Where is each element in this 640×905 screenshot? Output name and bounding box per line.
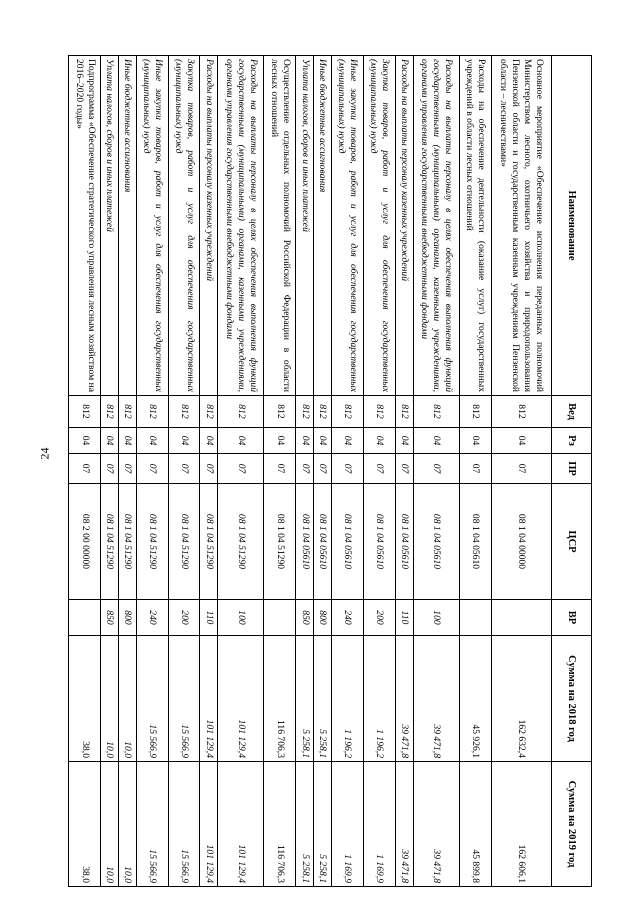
cell-sum-2018: 101 129,4 xyxy=(218,636,264,762)
cell-sum-2018: 5 258,1 xyxy=(314,636,332,762)
cell-pr: 07 xyxy=(331,454,363,484)
table-row xyxy=(363,56,395,887)
cell-rz: 04 xyxy=(296,428,314,454)
table-row xyxy=(69,56,101,887)
cell-ved: 812 xyxy=(331,396,363,428)
cell-sum-2018: 116 706,3 xyxy=(264,636,296,762)
header-vr: ВР xyxy=(552,600,592,636)
page-number: 24 xyxy=(37,447,52,460)
cell-csr: 08 1 04 00000 xyxy=(491,484,551,600)
header-csr: ЦСР xyxy=(552,484,592,600)
cell-name: Уплата налогов, сборов и иных платежей xyxy=(101,56,119,396)
cell-csr: 08 1 04 05610 xyxy=(331,484,363,600)
cell-pr: 07 xyxy=(395,454,413,484)
cell-vr: 800 xyxy=(314,600,332,636)
cell-rz: 04 xyxy=(136,428,168,454)
table-row xyxy=(413,56,459,887)
cell-rz: 04 xyxy=(413,428,459,454)
cell-pr: 07 xyxy=(413,454,459,484)
cell-sum-2019: 10,0 xyxy=(118,762,136,887)
cell-sum-2019: 101 129,4 xyxy=(200,762,218,887)
cell-csr: 08 1 04 51290 xyxy=(101,484,119,600)
cell-vr: 110 xyxy=(395,600,413,636)
table-row xyxy=(264,56,296,887)
cell-vr xyxy=(459,600,491,636)
header-name: Наименование xyxy=(552,56,592,396)
cell-sum-2019: 39 471,8 xyxy=(413,762,459,887)
cell-pr: 07 xyxy=(491,454,551,484)
cell-vr: 100 xyxy=(413,600,459,636)
cell-sum-2018: 162 632,4 xyxy=(491,636,551,762)
cell-name: Закупка товаров, работ и услуг для обеспечения государственных (муниципальных) нужд xyxy=(363,56,395,396)
cell-ved: 812 xyxy=(168,396,200,428)
table-row xyxy=(200,56,218,887)
cell-rz: 04 xyxy=(118,428,136,454)
cell-name: Расходы на выплаты персоналу казенных учреждений xyxy=(395,56,413,396)
cell-name: Иные бюджетные ассигнования xyxy=(314,56,332,396)
header-pr: ПР xyxy=(552,454,592,484)
cell-vr: 240 xyxy=(331,600,363,636)
cell-csr: 08 2 00 00000 xyxy=(69,484,101,600)
table-row xyxy=(168,56,200,887)
cell-rz: 04 xyxy=(200,428,218,454)
cell-sum-2019: 5 258,1 xyxy=(314,762,332,887)
cell-ved: 812 xyxy=(459,396,491,428)
cell-ved: 812 xyxy=(101,396,119,428)
table-row xyxy=(136,56,168,887)
cell-sum-2018: 1 196,2 xyxy=(363,636,395,762)
cell-ved: 812 xyxy=(363,396,395,428)
cell-sum-2018: 15 566,9 xyxy=(168,636,200,762)
header-sum-2019: Сумма на 2019 год xyxy=(552,762,592,887)
table-row xyxy=(101,56,119,887)
cell-ved: 812 xyxy=(491,396,551,428)
cell-csr: 08 1 04 51290 xyxy=(136,484,168,600)
cell-sum-2018: 5 258,1 xyxy=(296,636,314,762)
cell-ved: 812 xyxy=(296,396,314,428)
cell-sum-2018: 45 926,1 xyxy=(459,636,491,762)
cell-sum-2019: 45 899,8 xyxy=(459,762,491,887)
table-row xyxy=(491,56,551,887)
cell-rz: 04 xyxy=(331,428,363,454)
table-row xyxy=(218,56,264,887)
cell-sum-2019: 10,0 xyxy=(101,762,119,887)
cell-name: Основное мероприятие «Обеспечение исполнения переданных полномочий Министерством лесного, охотничьего хозяйства и природопользования Пензенской области и государственным казенным учреждениям Пензенской области – лесничествами» xyxy=(491,56,551,396)
cell-csr: 08 1 04 05610 xyxy=(395,484,413,600)
cell-rz: 04 xyxy=(69,428,101,454)
cell-vr: 200 xyxy=(363,600,395,636)
cell-pr: 07 xyxy=(459,454,491,484)
cell-rz: 04 xyxy=(395,428,413,454)
cell-vr: 200 xyxy=(168,600,200,636)
cell-sum-2019: 5 258,1 xyxy=(296,762,314,887)
header-rz: Рз xyxy=(552,428,592,454)
cell-vr: 850 xyxy=(101,600,119,636)
cell-pr: 07 xyxy=(168,454,200,484)
cell-pr: 07 xyxy=(118,454,136,484)
cell-sum-2019: 1 169,9 xyxy=(331,762,363,887)
cell-sum-2018: 10,0 xyxy=(101,636,119,762)
cell-sum-2019: 15 566,9 xyxy=(136,762,168,887)
cell-rz: 04 xyxy=(264,428,296,454)
table-header-row xyxy=(552,56,592,887)
cell-pr: 07 xyxy=(101,454,119,484)
cell-vr xyxy=(69,600,101,636)
cell-rz: 04 xyxy=(459,428,491,454)
cell-pr: 07 xyxy=(136,454,168,484)
cell-ved: 812 xyxy=(136,396,168,428)
cell-ved: 812 xyxy=(69,396,101,428)
cell-csr: 08 1 04 51290 xyxy=(200,484,218,600)
header-sum-2018: Сумма на 2018 год xyxy=(552,636,592,762)
cell-sum-2018: 10,0 xyxy=(118,636,136,762)
cell-pr: 07 xyxy=(218,454,264,484)
cell-rz: 04 xyxy=(314,428,332,454)
table-row xyxy=(459,56,491,887)
cell-ved: 812 xyxy=(314,396,332,428)
cell-name: Осуществление отдельных полномочий Российской Федерации в области лесных отношений xyxy=(264,56,296,396)
cell-sum-2019: 39 471,8 xyxy=(395,762,413,887)
cell-sum-2019: 1 169,9 xyxy=(363,762,395,887)
cell-name: Расходы на выплаты персоналу в целях обеспечения выполнения функций государственными (муниципальными) органами, казенными учреждениями, органами управления государственными внебюджетными фондами xyxy=(218,56,264,396)
cell-pr: 07 xyxy=(296,454,314,484)
cell-sum-2019: 116 706,3 xyxy=(264,762,296,887)
header-ved: Вед xyxy=(552,396,592,428)
cell-vr xyxy=(264,600,296,636)
budget-table xyxy=(68,55,592,887)
cell-sum-2018: 38,0 xyxy=(69,636,101,762)
cell-pr: 07 xyxy=(200,454,218,484)
cell-sum-2018: 101 129,4 xyxy=(200,636,218,762)
cell-vr xyxy=(491,600,551,636)
cell-vr: 240 xyxy=(136,600,168,636)
cell-sum-2018: 1 196,2 xyxy=(331,636,363,762)
cell-name: Иные бюджетные ассигнования xyxy=(118,56,136,396)
cell-vr: 100 xyxy=(218,600,264,636)
cell-rz: 04 xyxy=(101,428,119,454)
cell-name: Иные закупки товаров, работ и услуг для обеспечения государственных (муниципальных) нужд xyxy=(136,56,168,396)
cell-ved: 812 xyxy=(200,396,218,428)
cell-sum-2019: 101 129,4 xyxy=(218,762,264,887)
cell-csr: 08 1 04 05610 xyxy=(296,484,314,600)
cell-vr: 850 xyxy=(296,600,314,636)
cell-ved: 812 xyxy=(395,396,413,428)
rotated-table-container xyxy=(68,55,592,886)
cell-csr: 08 1 04 05610 xyxy=(413,484,459,600)
cell-vr: 800 xyxy=(118,600,136,636)
cell-csr: 08 1 04 51290 xyxy=(218,484,264,600)
cell-name: Уплата налогов, сборов и иных платежей xyxy=(296,56,314,396)
cell-name: Расходы на выплаты персоналу казенных учреждений xyxy=(200,56,218,396)
cell-sum-2019: 162 606,1 xyxy=(491,762,551,887)
cell-rz: 04 xyxy=(218,428,264,454)
cell-csr: 08 1 04 51290 xyxy=(264,484,296,600)
cell-sum-2019: 15 566,9 xyxy=(168,762,200,887)
cell-name: Расходы на выплаты персоналу в целях обеспечения выполнения функций государственными (муниципальными) органами, казенными учреждениями, органами управления государственными внебюджетными фондами xyxy=(413,56,459,396)
cell-sum-2018: 15 566,9 xyxy=(136,636,168,762)
cell-pr: 07 xyxy=(69,454,101,484)
cell-name: Расходы на обеспечение деятельности (оказание услуг) государственных учреждений в области лесных отношений xyxy=(459,56,491,396)
table-row xyxy=(395,56,413,887)
cell-csr: 08 1 04 51290 xyxy=(168,484,200,600)
cell-rz: 04 xyxy=(363,428,395,454)
cell-rz: 04 xyxy=(168,428,200,454)
table-row xyxy=(331,56,363,887)
cell-rz: 04 xyxy=(491,428,551,454)
cell-csr: 08 1 04 05610 xyxy=(314,484,332,600)
cell-pr: 07 xyxy=(363,454,395,484)
cell-ved: 812 xyxy=(118,396,136,428)
cell-csr: 08 1 04 05610 xyxy=(363,484,395,600)
cell-pr: 07 xyxy=(264,454,296,484)
table-row xyxy=(314,56,332,887)
cell-csr: 08 1 04 51290 xyxy=(118,484,136,600)
table-row xyxy=(296,56,314,887)
cell-name: Иные закупки товаров, работ и услуг для обеспечения государственных (муниципальных) нужд xyxy=(331,56,363,396)
cell-name: Подпрограмма «Обеспечение стратегического управления лесным хозяйством на 2016–2020 годы» xyxy=(69,56,101,396)
cell-sum-2018: 39 471,8 xyxy=(395,636,413,762)
cell-name: Закупка товаров, работ и услуг для обеспечения государственных (муниципальных) нужд xyxy=(168,56,200,396)
cell-vr: 110 xyxy=(200,600,218,636)
cell-csr: 08 1 04 05610 xyxy=(459,484,491,600)
cell-sum-2019: 38,0 xyxy=(69,762,101,887)
cell-pr: 07 xyxy=(314,454,332,484)
cell-ved: 812 xyxy=(264,396,296,428)
cell-sum-2018: 39 471,8 xyxy=(413,636,459,762)
cell-ved: 812 xyxy=(218,396,264,428)
cell-ved: 812 xyxy=(413,396,459,428)
table-row xyxy=(118,56,136,887)
